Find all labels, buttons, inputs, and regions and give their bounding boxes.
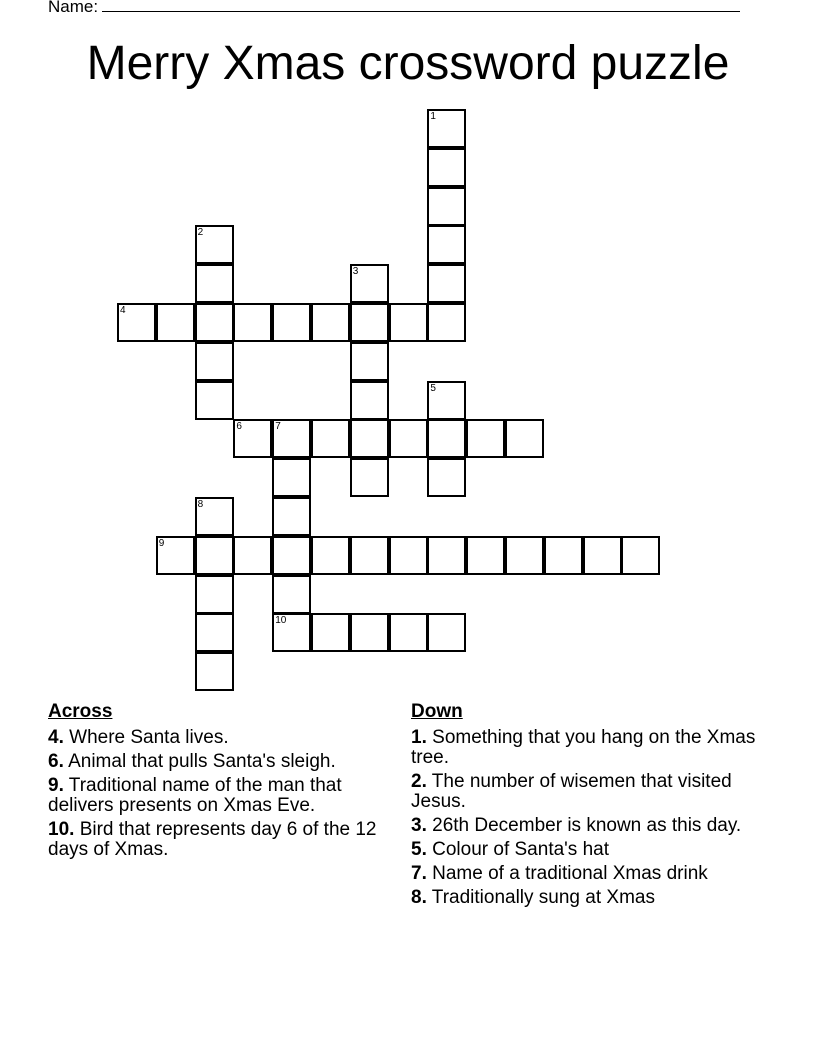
grid-cell[interactable] [350,419,389,458]
grid-cell[interactable] [195,225,234,264]
cell-number: 3 [352,266,359,278]
cell-number: 9 [158,537,165,549]
grid-cell[interactable] [389,303,428,342]
down-clue [411,888,761,908]
down-clue [411,728,761,768]
clue-number: 4. [48,727,64,748]
grid-cell[interactable] [427,381,466,420]
grid-cell[interactable] [505,419,544,458]
grid-cell[interactable] [505,536,544,575]
grid-cell[interactable] [195,381,234,420]
grid-cell[interactable] [195,536,234,575]
clue-number: 7. [411,863,427,884]
grid-cell[interactable] [427,148,466,187]
grid-cell[interactable] [427,109,466,148]
grid-cell[interactable] [311,613,350,652]
grid-cell[interactable] [427,536,466,575]
grid-cell[interactable] [311,303,350,342]
across-heading: Across [48,701,113,722]
grid-cell[interactable] [350,381,389,420]
clue-text: Bird that represents day 6 of the 12 days of Xmas. [48,819,377,860]
grid-cell[interactable] [350,613,389,652]
across-clues [48,702,398,864]
grid-cell[interactable] [272,575,311,614]
clue-number: 3. [411,815,427,836]
grid-cell[interactable] [311,536,350,575]
clue-number: 9. [48,775,64,796]
down-clue [411,816,761,836]
grid-cell[interactable] [272,303,311,342]
grid-cell[interactable] [427,264,466,303]
grid-cell[interactable] [427,613,466,652]
grid-cell[interactable] [195,575,234,614]
name-label: Name: [48,0,99,16]
clue-text: Colour of Santa's hat [432,839,609,860]
across-clue [48,752,398,772]
grid-cell[interactable] [311,419,350,458]
clue-number: 5. [411,839,427,860]
across-clue [48,820,398,860]
down-clue [411,840,761,860]
grid-cell[interactable] [427,458,466,497]
grid-cell[interactable] [427,419,466,458]
clue-text: Something that you hang on the Xmas tree. [411,727,756,768]
cell-number: 4 [120,305,126,316]
grid-cell[interactable] [195,264,234,303]
grid-cell[interactable] [350,458,389,497]
grid-cell[interactable] [195,652,234,691]
cell-number: 5 [430,382,436,394]
clue-text: Where Santa lives. [69,727,229,748]
cell-number: 6 [236,421,242,433]
grid-cell[interactable] [350,303,389,342]
cell-number: 10 [275,615,287,627]
grid-cell[interactable] [466,536,505,575]
clue-number: 2. [411,771,427,792]
clue-number: 8. [411,887,427,908]
grid-cell[interactable] [583,536,622,575]
grid-cell[interactable] [544,536,583,575]
across-clue [48,728,398,748]
clue-text: The number of wisemen that visited Jesus. [411,771,732,812]
grid-cell[interactable] [427,225,466,264]
cell-number: 8 [197,499,204,510]
puzzle-title: Merry Xmas crossword puzzle [86,37,730,90]
grid-cell[interactable] [350,536,389,575]
clue-number: 10. [48,819,75,840]
clue-text: Traditionally sung at Xmas [431,887,655,908]
cell-number: 1 [430,111,436,122]
clue-text: 26th December is known as this day. [432,815,742,836]
grid-cell[interactable] [233,303,272,342]
grid-cell[interactable] [621,536,660,575]
grid-cell[interactable] [272,497,311,536]
grid-cell[interactable] [389,419,428,458]
clue-text: Traditional name of the man that delivers presents on Xmas Eve. [48,775,342,816]
grid-cell[interactable] [156,303,195,342]
down-clue [411,772,761,812]
grid-cell[interactable] [117,303,156,342]
down-heading: Down [411,701,463,722]
down-clue [411,864,761,884]
grid-cell[interactable] [427,187,466,226]
grid-cell[interactable] [233,536,272,575]
across-clue [48,776,398,816]
grid-cell[interactable] [233,419,272,458]
grid-cell[interactable] [389,536,428,575]
grid-cell[interactable] [389,613,428,652]
grid-cell[interactable] [195,303,234,342]
grid-cell[interactable] [427,303,466,342]
down-clues [411,702,761,912]
clue-text: Name of a traditional Xmas drink [432,863,708,884]
grid-cell[interactable] [156,536,195,575]
grid-cell[interactable] [195,342,234,381]
grid-cell[interactable] [272,536,311,575]
grid-cell[interactable] [272,613,311,652]
grid-cell[interactable] [272,419,311,458]
grid-cell[interactable] [466,419,505,458]
clue-text: Animal that pulls Santa's sleigh. [68,751,336,772]
grid-cell[interactable] [195,613,234,652]
grid-cell[interactable] [350,342,389,381]
grid-cell[interactable] [350,264,389,303]
cell-number: 2 [197,227,204,239]
clue-number: 1. [411,727,427,748]
clue-number: 6. [48,751,64,772]
grid-cell[interactable] [195,497,234,536]
cell-number: 7 [275,421,281,433]
grid-cell[interactable] [272,458,311,497]
